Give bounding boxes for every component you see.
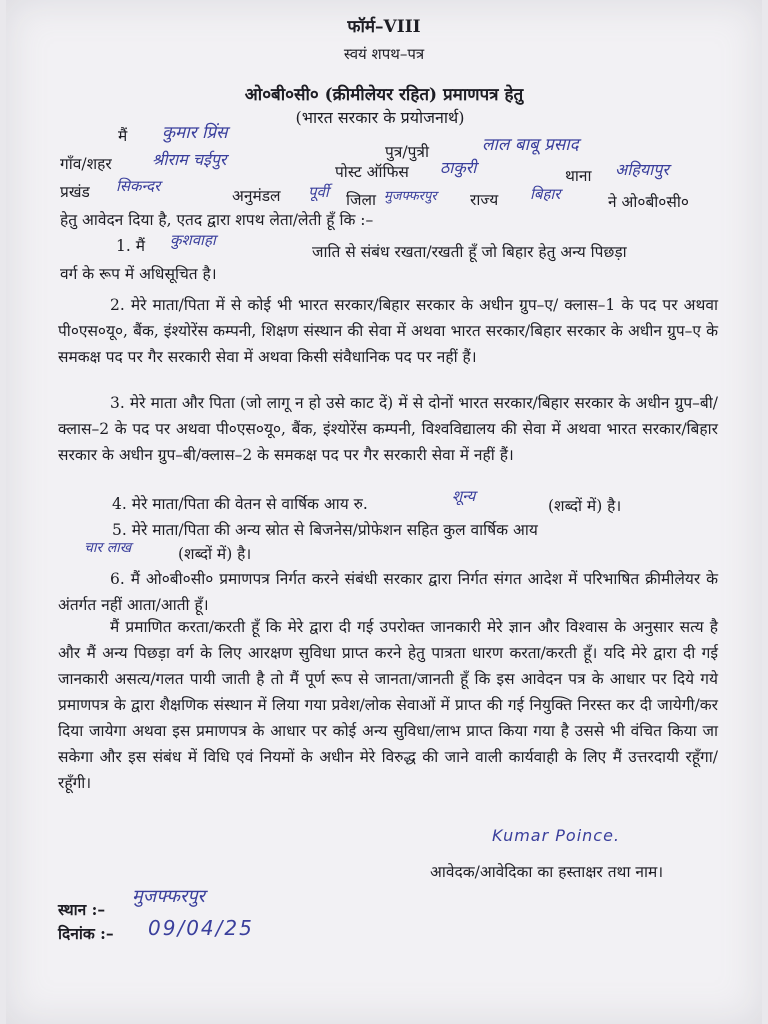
place-value: मुजफ्फरपुर [132, 886, 205, 907]
form-purpose: (भारत सरकार के प्रयोजनार्थ) [295, 108, 465, 127]
form-title: फॉर्म–VIII [347, 17, 421, 37]
village-name: श्रीराम चईपुर [152, 150, 227, 169]
applicant-line-1 [118, 124, 127, 146]
block-name: सिकन्दर [116, 177, 161, 195]
declaration-text: मैं प्रमाणित करता/करती हूँ कि मेरे द्वारा दी गई उपरोक्त जानकारी मेरे ज्ञान और विश्वास के अनुसार सत्य है और मैं अन्य पिछड़ा वर्ग के लिए आरक्षण सुविधा प्राप्त करने हेतु पात्रता धारण करता/करती हूँ। यदि मेरे द्वारा दी गई जानकारी असत्य/गलत पायी जाती है तो मैं पूर्ण रूप से जानता/जानती हूँ कि इस आवेदन पत्र के आधार पर दिये गये प्रमाणपत्र के द्वारा शैक्षणिक संस्थान में लिया गया प्रवेश/लोक सेवाओं में प्राप्त की गई नियुक्ति निरस्त कर दी जायेगी/कर दिया जायेगा अथवा इस प्रमाणपत्र के आधार पर कोई अन्य सुविधा/लाभ प्राप्त किया गया है उससे भी वंचित किया जा सकेगा और इस संबंध में विधि एवं नियमों के अधीन मेरे विरुद्ध की जाने वाली कार्यवाही के लिए मैं उत्तरदायी रहूँगा/रहूँगी। [58, 618, 718, 792]
line3-mid: अनुमंडल [232, 187, 281, 205]
form-heading: ओ०बी०सी० (क्रीमीलेयर रहित) प्रमाणपत्र हेतु [244, 85, 524, 105]
line3-suffix: ने ओ०बी०सी० [608, 193, 689, 211]
father-name: लाल बाबू प्रसाद [482, 135, 579, 155]
date-value: 09/04/25 [148, 916, 254, 940]
clause-6: 6. मैं ओ०बी०सी० प्रमाणपत्र निर्गत करने संबंधी सरकार द्वारा निर्गत संगत आदेश में परिभाषित क्रीमीलेयर के अंतर्गत नहीं आता/आती हूँ। [58, 570, 718, 614]
clause4-prefix: 4. मेरे माता/पिता की वेतन से वार्षिक आय रु. [112, 495, 368, 513]
line1-mid: पुत्र/पुत्री [385, 143, 429, 161]
clause-3: 3. मेरे माता और पिता (जो लागू न हो उसे काट दें) में से दोनों भारत सरकार/बिहार सरकार के अधीन ग्रुप–बी/क्लास–2 के पद पर अथवा पी०एस०यू०, बैंक, इंश्योरेंस कम्पनी, विश्वविद्यालय की सेवा में अथवा भारत सरकार/बिहार सरकार के अधीन ग्रुप–बी/क्लास–2 के समकक्ष पद पर गैर सरकारी सेवा में नहीं हैं। [58, 394, 718, 464]
line2-prefix: गाँव/शहर [60, 155, 112, 173]
signature-label: आवेदक/आवेदिका का हस्ताक्षर तथा नाम। [430, 863, 664, 881]
line2-mid: पोस्ट ऑफिस [335, 163, 409, 181]
other-income-value: चार लाख [84, 540, 132, 556]
applicant-signature: Kumar Poince. [492, 826, 621, 845]
applicant-name: कुमार प्रिंस [162, 123, 228, 143]
form-subtitle: स्वयं शपथ–पत्र [343, 45, 425, 63]
post-office-name: ठाकुरी [440, 158, 477, 177]
line3-mid2: जिला [346, 191, 377, 209]
clause1-line2: वर्ग के रूप में अधिसूचित है। [60, 265, 217, 283]
line3-prefix: प्रखंड [60, 183, 90, 201]
police-station-name: अहियापुर [615, 160, 669, 179]
line1-prefix: मैं [118, 127, 128, 145]
caste-value: कुशवाहा [170, 231, 216, 249]
clause1-prefix: 1. मैं [116, 237, 145, 255]
salary-income-value: शून्य [452, 487, 476, 505]
place-label: स्थान :– [58, 900, 106, 919]
line3-mid3: राज्य [470, 191, 499, 209]
subdivision-name: पूर्वी [308, 183, 329, 201]
clause5-text: 5. मेरे माता/पिता की अन्य स्रोत से बिजनेस/प्रोफेशन सहित कुल वार्षिक आय [112, 521, 538, 539]
clause1-text: जाति से संबंध रखता/रखती हूँ जो बिहार हेतु अन्य पिछड़ा [312, 243, 627, 261]
clause-2: 2. मेरे माता/पिता में से कोई भी भारत सरकार/बिहार सरकार के अधीन ग्रुप–ए/ क्लास–1 के पद पर अथवा पी०एस०यू०, बैंक, इंश्योरेंस कम्पनी, शिक्षण संस्थान की सेवा में अथवा भारत सरकार/बिहार सरकार के अधीन ग्रुप–ए के समकक्ष पद पर गैर सरकारी सेवा में अथवा किसी संवैधानिक पद पर नहीं हैं। [58, 296, 718, 366]
line2-suffix: थाना [565, 167, 592, 185]
applicant-line-4: हेतु आवेदन दिया है, एतद द्वारा शपथ लेता/लेती हूँ कि :– [60, 211, 374, 229]
date-label: दिनांक :– [58, 924, 114, 943]
clause4-suffix: (शब्दों में) है। [548, 497, 622, 515]
district-name: मुजफ्फरपुर [384, 189, 437, 204]
clause5-suffix: (शब्दों में) है। [178, 545, 252, 563]
state-name: बिहार [530, 185, 561, 203]
